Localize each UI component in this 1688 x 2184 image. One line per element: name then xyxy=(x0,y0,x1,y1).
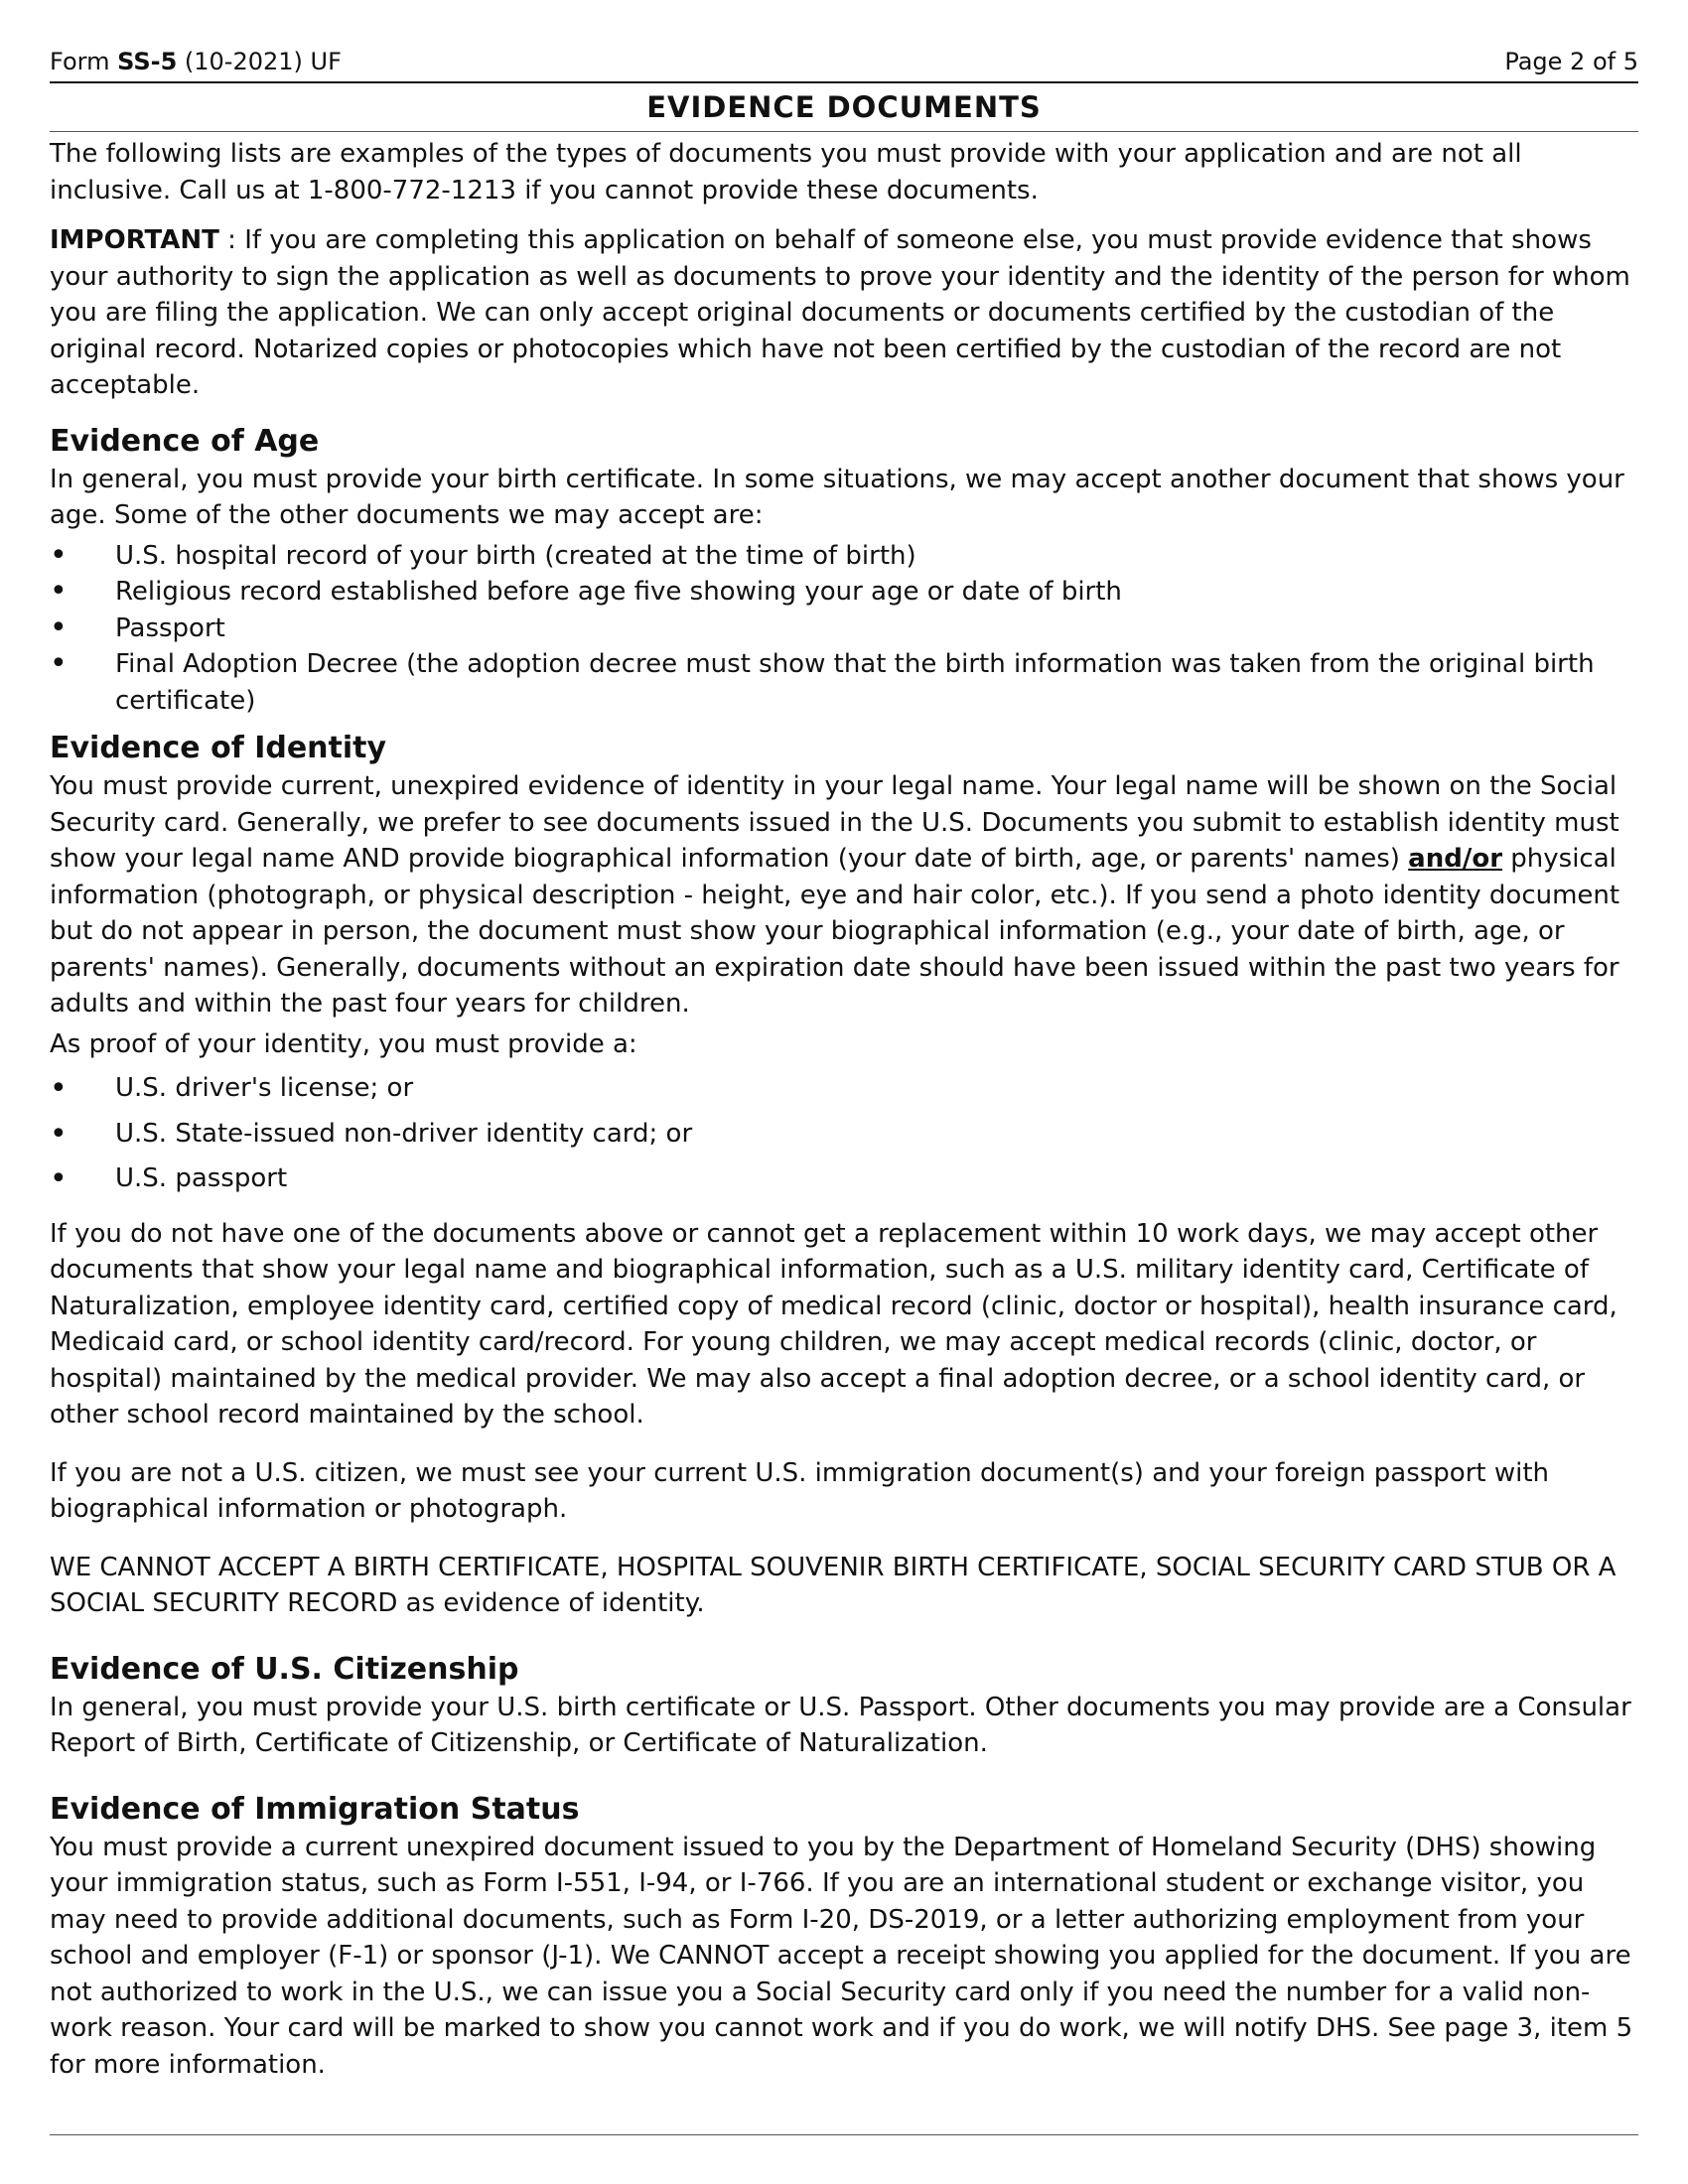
list-item: • U.S. State-issued non-driver identity card; or xyxy=(50,1112,1638,1158)
footer-divider xyxy=(50,2134,1638,2135)
identity-proof-intro: As proof of your identity, you must provide a: xyxy=(50,1028,637,1059)
age-heading: Evidence of Age xyxy=(50,423,320,459)
identity-other-documents: If you do not have one of the documents above or cannot get a replacement within 10 work days, we may accept other documents that show your legal name and biographical information, such as a U.S. military identity card, Certificate of Naturalization, employee identity card, certified copy of medical record (clinic, doctor or hospital), health insurance card, Medicaid card, or school identity card/record. For young children, we may accept medical records (clinic, doctor, or hospital) maintained by the medical provider. We may also accept a final adoption decree, or a school identity card, or other school record maintained by the school. xyxy=(50,1218,1618,1430)
and-or-emphasis: and/or xyxy=(1408,844,1503,874)
age-document-list xyxy=(50,538,1638,720)
identity-not-accepted: WE CANNOT ACCEPT A BIRTH CERTIFICATE, HOSPITAL SOUVENIR BIRTH CERTIFICATE, SOCIAL SECURITY CARD STUB OR A SOCIAL SECURITY RECORD as evidence of identity. xyxy=(50,1552,1617,1618)
age-paragraph: In general, you must provide your birth certificate. In some situations, we may accept another document that shows your age. Some of the other documents we may accept are: xyxy=(50,464,1624,530)
citizenship-heading: Evidence of U.S. Citizenship xyxy=(50,1651,519,1687)
important-paragraph: IMPORTANT : If you are completing this application on behalf of someone else, you must provide evidence that shows your authority to sign the application as well as documents to prove your identity and the identity of the person for whom you are filing the application. We can only accept original documents or documents certified by the custodian of the original record. Notarized copies or photocopies which have not been certified by the custodian of the record are not acceptable. xyxy=(50,225,1630,400)
page-header xyxy=(50,44,1638,83)
list-item: • U.S. passport xyxy=(50,1157,1638,1202)
list-item: • Final Adoption Decree (the adoption decree must show that the birth information was taken from the original birth certificate) xyxy=(50,646,1638,719)
immigration-heading: Evidence of Immigration Status xyxy=(50,1791,580,1827)
list-item: • Passport xyxy=(50,611,1638,647)
list-item: • U.S. driver's license; or xyxy=(50,1066,1638,1112)
identity-paragraph: You must provide current, unexpired evidence of identity in your legal name. Your legal name will be shown on the Social Security card. Generally, we prefer to see documents issued in the U.S. Documents you submit to establish identity must show your legal name AND provide biographical information (your date of birth, age, or parents' names) and/or physical information (photograph, or physical description - height, eye and hair color, etc.). If you send a photo identity document but do not appear in person, the document must show your biographical information (e.g., your date of birth, age, or parents' names). Generally, documents without an expiration date should have been issued within the past two years for adults and within the past four years for children. xyxy=(50,771,1620,1019)
immigration-paragraph: You must provide a current unexpired document issued to you by the Department of Homeland Security (DHS) showing your immigration status, such as Form I-551, I-94, or I-766. If you are an international student or exchange visitor, you may need to provide additional documents, such as Form I-20, DS-2019, or a letter authorizing employment from your school and employer (F-1) or sponsor (J-1). We CANNOT accept a receipt showing you applied for the document. If you are not authorized to work in the U.S., we can issue you a Social Security card only if you need the number for a valid non-work reason. Your card will be marked to show you cannot work and if you do work, we will notify DHS. See page 3, item 5 for more information. xyxy=(50,1832,1633,2080)
page-number: Page 2 of 5 xyxy=(1504,48,1638,75)
identity-document-list xyxy=(50,1066,1638,1202)
page xyxy=(50,44,1638,2083)
page-title: EVIDENCE DOCUMENTS xyxy=(50,83,1638,132)
important-label: IMPORTANT xyxy=(50,225,219,255)
intro-paragraph: The following lists are examples of the types of documents you must provide with your application and are not all inclusive. Call us at 1-800-772-1213 if you cannot provide these documents. xyxy=(50,139,1522,205)
form-id: Form SS-5 (10-2021) UF xyxy=(50,48,342,75)
identity-noncitizen: If you are not a U.S. citizen, we must see your current U.S. immigration document(s) and your foreign passport with biographical information or photograph. xyxy=(50,1457,1550,1524)
citizenship-paragraph: In general, you must provide your U.S. birth certificate or U.S. Passport. Other documents you may provide are a Consular Report of Birth, Certificate of Citizenship, or Certificate of Naturalization. xyxy=(50,1692,1631,1758)
identity-heading: Evidence of Identity xyxy=(50,731,387,765)
list-item: • U.S. hospital record of your birth (created at the time of birth) xyxy=(50,538,1638,575)
list-item: • Religious record established before age five showing your age or date of birth xyxy=(50,574,1638,611)
